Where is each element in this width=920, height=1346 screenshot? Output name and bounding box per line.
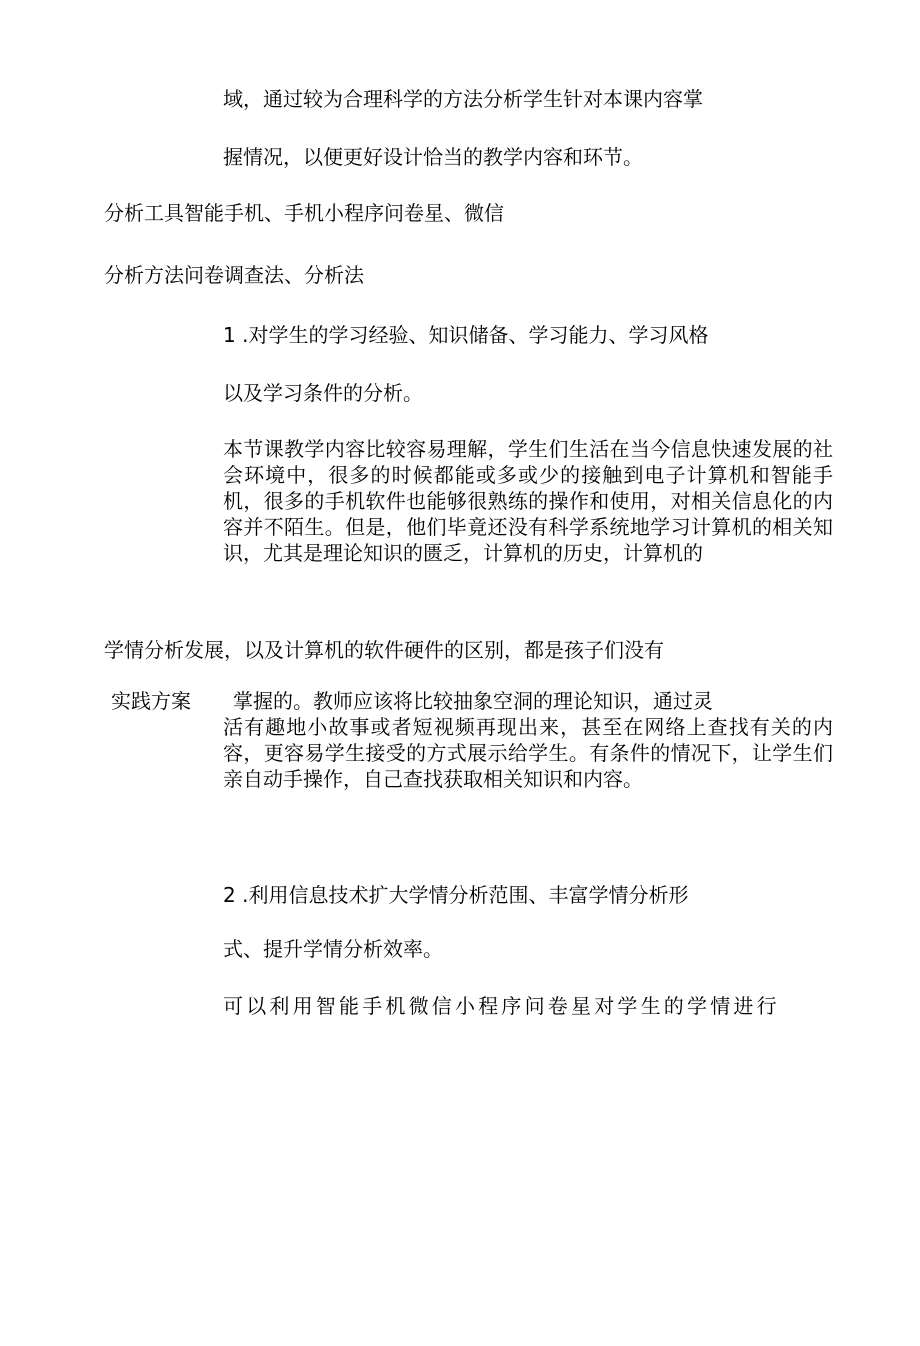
analysis-tools-line: 分析工具智能手机、手机小程序问卷星、微信 <box>104 201 504 225</box>
paragraph-practice-plan: 活有趣地小故事或者短视频再现出来，甚至在网络上查找有关的内容，更容易学生接受的方式展示给学生。有条件的情况下，让学生们亲自动手操作，自己查找获取相关知识和内容。 <box>223 715 833 791</box>
numbered-item-2: 2 .利用信息技术扩大学情分析范围、丰富学情分析形 <box>223 883 689 907</box>
paragraph-learner-background: 本节课教学内容比较容易理解，学生们生活在当今信息快速发展的社会环境中，很多的时候都能或多或少的接触到电子计算机和智能手机，很多的手机软件也能够很熟练的操作和使用，对相关信息化的内容并不陌生。但是，他们毕竟还没有科学系统地学习计算机的相关知识，尤其是理论知识的匮乏，计算机的历史，计算机的 <box>223 437 833 565</box>
learner-analysis-line: 学情分析发展，以及计算机的软件硬件的区别，都是孩子们没有 <box>104 638 664 662</box>
numbered-item-1: 1 .对学生的学习经验、知识储备、学习能力、学习风格 <box>223 323 709 347</box>
practice-plan-label: 实践方案 <box>111 689 191 713</box>
text-line: 域，通过较为合理科学的方法分析学生针对本课内容掌 <box>223 87 703 111</box>
text-line: 以及学习条件的分析。 <box>223 381 423 405</box>
text-line: 握情况，以便更好设计恰当的教学内容和环节。 <box>223 145 643 169</box>
analysis-method-line: 分析方法问卷调查法、分析法 <box>104 263 364 287</box>
text-line: 可以利用智能手机微信小程序问卷星对学生的学情进行 <box>223 994 780 1018</box>
text-line: 掌握的。教师应该将比较抽象空洞的理论知识，通过灵 <box>233 689 713 713</box>
text-line: 式、提升学情分析效率。 <box>223 937 443 961</box>
